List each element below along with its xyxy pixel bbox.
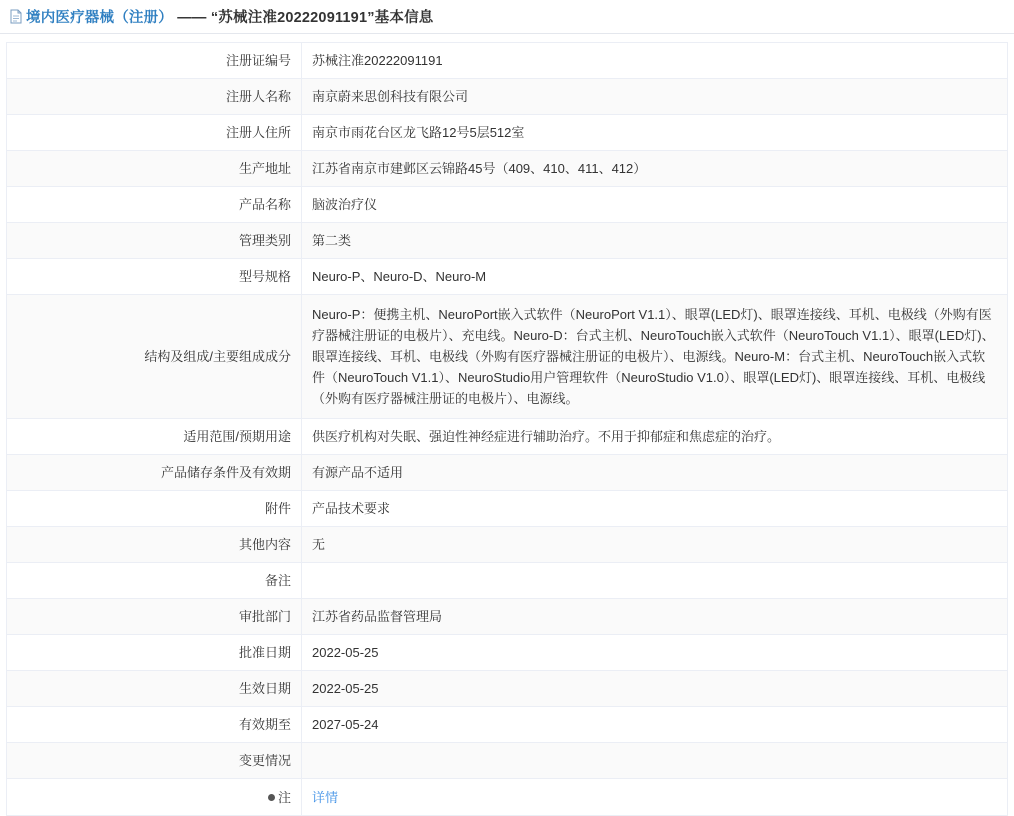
row-label: 结构及组成/主要组成成分 [7,295,302,419]
row-value-note [302,779,1008,816]
row-value: 南京蔚来思创科技有限公司 [302,79,1008,115]
page-title-suffix: 基本信息 [374,10,434,26]
row-label: 生产地址 [7,151,302,187]
table-row [7,79,1008,115]
row-value: 2022-05-25 [302,671,1008,707]
table-row [7,187,1008,223]
row-label: 备注 [7,563,302,599]
row-label-text: 注 [277,790,291,805]
row-label: 管理类别 [7,223,302,259]
row-label: 审批部门 [7,599,302,635]
row-value: 苏械注准20222091191 [302,43,1008,79]
row-value: 脑波治疗仪 [302,187,1008,223]
row-value: 无 [302,527,1008,563]
row-value: 产品技术要求 [302,491,1008,527]
table-row [7,223,1008,259]
table-row [7,295,1008,419]
row-label-note [7,779,302,816]
document-icon [8,9,23,25]
device-info-table [6,42,1008,816]
row-label: 生效日期 [7,671,302,707]
table-row [7,599,1008,635]
page-title-quote: “苏械注准20222091191” [210,10,375,26]
row-label: 注册人住所 [7,115,302,151]
info-table-wrap [0,34,1014,816]
page-title-prefix: 境内医疗器械（注册） [26,10,173,26]
row-value: Neuro-P：便携主机、NeuroPort嵌入式软件（NeuroPort V1.1）、眼罩(LED灯)、眼罩连接线、耳机、电极线（外购有医疗器械注册证的电极片）、充电线。Neuro-D：台式主机、NeuroTouch嵌入式软件（NeuroTouch V1.1）、眼罩(LED灯)、眼罩连接线、耳机、电极线（外购有医疗器械注册证的电极片）、电源线。Neuro-M：台式主机、NeuroTouch嵌入式软件（NeuroTouch V1.1）、NeuroStudio用户管理软件（NeuroStudio V1.0）、眼罩(LED灯)、眼罩连接线、耳机、电极线（外购有医疗器械注册证的电极片）、电源线。 [302,295,1008,419]
row-value: 供医疗机构对失眠、强迫性神经症进行辅助治疗。不用于抑郁症和焦虑症的治疗。 [302,419,1008,455]
table-row [7,563,1008,599]
row-value: 南京市雨花台区龙飞路12号5层512室 [302,115,1008,151]
table-row [7,635,1008,671]
table-row [7,259,1008,295]
row-label: 其他内容 [7,527,302,563]
row-value: 第二类 [302,223,1008,259]
row-value: 江苏省药品监督管理局 [302,599,1008,635]
row-value [302,563,1008,599]
page-header [0,0,1014,34]
table-row [7,455,1008,491]
bullet-dot-icon [268,794,275,801]
table-row [7,671,1008,707]
detail-link[interactable]: 详情 [312,789,339,805]
device-info-table-body [7,43,1008,816]
row-label: 变更情况 [7,743,302,779]
row-value [302,743,1008,779]
row-label: 注册人名称 [7,79,302,115]
row-label: 有效期至 [7,707,302,743]
table-row [7,491,1008,527]
row-value: 2022-05-25 [302,635,1008,671]
row-label: 附件 [7,491,302,527]
row-label: 注册证编号 [7,43,302,79]
table-row [7,743,1008,779]
row-label: 产品储存条件及有效期 [7,455,302,491]
row-value: 江苏省南京市建邺区云锦路45号（409、410、411、412） [302,151,1008,187]
note-label-group [268,787,291,808]
row-value: 2027-05-24 [302,707,1008,743]
table-row [7,527,1008,563]
page-title-separator: —— [173,10,211,26]
row-value: Neuro-P、Neuro-D、Neuro-M [302,259,1008,295]
table-row [7,779,1008,816]
table-row [7,151,1008,187]
row-label: 批准日期 [7,635,302,671]
page-title [26,6,433,27]
table-row [7,43,1008,79]
table-row [7,707,1008,743]
row-label: 适用范围/预期用途 [7,419,302,455]
row-label: 型号规格 [7,259,302,295]
row-label: 产品名称 [7,187,302,223]
table-row [7,419,1008,455]
table-row [7,115,1008,151]
row-value: 有源产品不适用 [302,455,1008,491]
